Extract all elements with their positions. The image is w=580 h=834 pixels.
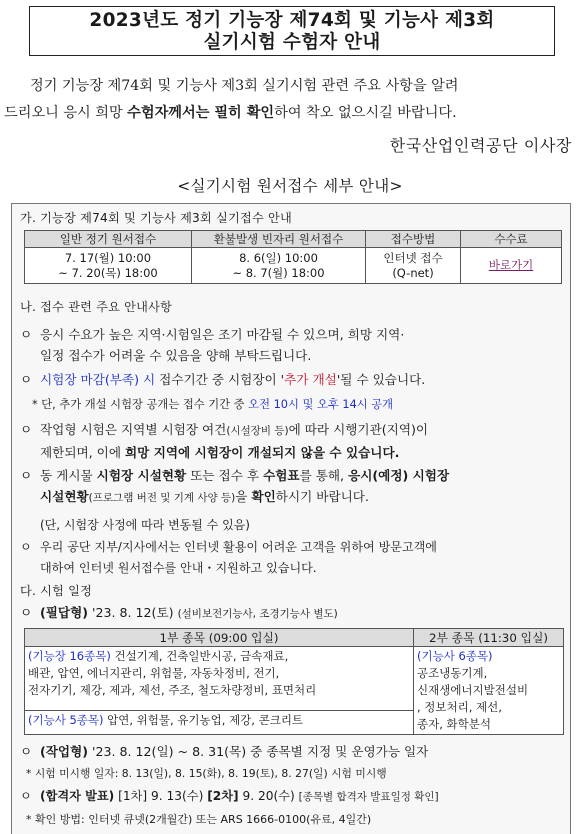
vacancy-start: 8. 6(일) 10:00 [239,250,318,265]
vacancy-end: ~ 8. 7(월) 18:00 [232,265,325,280]
header-method: 접수방법 [366,231,461,248]
intro-emphasis: 수험자께서는 필히 확인 [127,105,275,121]
general-start: 7. 17(월) 10:00 [64,250,152,265]
notice-1 [20,324,404,366]
subjects-text: 전자기기, 제강, 제과, 제선, 주조, 철도차량정비, 표면처리 [28,683,317,697]
intro-paragraph [0,73,580,127]
session1-master [25,647,414,711]
notice-bold: 희망 지역에 시험장이 개설되지 않을 수 있습니다. [125,445,400,460]
notice-text: 동 게시물 [40,468,97,483]
practical-note: * 시험 미시행 일자: 8. 13(일), 8. 15(화), 8. 19(토), 8. 27(일) 시험 미시행 [26,767,387,780]
title-box [29,6,555,56]
notice-text: (단, 시험장 사정에 따라 변동될 수 있음) [40,518,250,532]
general-end: ~ 7. 20(목) 18:00 [58,265,158,280]
result-label: (합격자 발표) [40,789,115,803]
intro-text: 하여 착오 없으시길 바랍니다. [274,105,457,121]
notice-blue: 시험장 마감(부족) 시 [40,372,156,387]
written-date: '23. 8. 12(토) [88,605,178,620]
notice-5 [20,537,437,579]
sec-a-heading: 가. 기능장 제74회 및 기능사 제3회 실기접수 안내 [20,211,292,225]
result-text: [1차] 9. 13(수) [114,789,208,803]
notice-4 [20,465,449,536]
col2-header: 2부 종목 (11:30 입실) [414,629,564,647]
method-qnet: (Q-net) [392,265,434,280]
subjects-text: 공조냉동기계, [417,666,488,680]
note-blue: 오전 10시 및 오후 14시 공개 [248,398,394,411]
result-note: * 확인 방법: 인터넷 큐넷(2개월간) 또는 ARS 1666-0100(유료, 4일간) [26,813,372,826]
practical-exam [20,741,428,762]
bullet-icon: ㅇ [20,422,33,437]
subjects-text: 압연, 위험물, 유기농업, 제강, 콘크리트 [103,712,304,727]
notice-text: 대하여 인터넷 원서접수를 안내・지원하고 있습니다. [40,561,317,575]
bullet-icon: ㅇ [20,744,33,759]
page-title-line1: 2023년도 정기 기능장 제74회 및 기능사 제3회 [89,10,495,31]
subjects-text: 종자, 화학분석 [417,717,491,731]
practical-text: '23. 8. 12(일) ~ 8. 31(목) 중 종목별 지정 및 운영가능 일자 [88,744,429,759]
notice-text: 응시 수요가 높은 지역·시험일은 조기 마감될 수 있으며, 희망 지역· [40,327,405,342]
general-period [25,248,192,284]
subjects-text: , 정보처리, 제선, [417,700,502,714]
result-announcement [20,786,439,808]
section-title: <실기시험 원서접수 세부 안내> [177,177,403,195]
notice-text: 우리 공단 지부/지사에서는 인터넷 활용이 어려운 고객을 위하여 방문고객에 [40,540,437,554]
result-label2: [2차] [207,789,239,803]
bullet-icon: ㅇ [20,540,32,554]
session1-craftsman [25,710,414,734]
notice-text: 접수기간 중 시험장이 ' [155,372,285,387]
practical-label: (작업형) [40,744,89,759]
written-exam [20,602,338,625]
notice-text: 를 통해, [299,468,349,483]
notice-text: 을 [235,489,252,504]
header-vacancy: 환불발생 빈자리 원서접수 [192,231,366,248]
subjects-text: 배관, 압연, 에너지관리, 위험물, 자동차정비, 전기, [28,666,280,680]
notice-text: 에 따라 시행기관(지역)이 [288,422,429,437]
notice-text: 작업형 시험은 지역별 시험장 여건 [40,422,227,437]
subjects-text: 건설기계, 건축일반시공, 금속재료, [110,649,289,663]
notice-2 [20,369,425,390]
method-cell [366,248,461,284]
notice-bold: 시설현황 [40,489,89,504]
application-table [24,230,562,284]
col1-header: 1부 종목 (09:00 입실) [25,629,414,647]
notice-text: 제한되며, 이에 [40,445,126,460]
tag-craftsman: (기능사 6종목) [417,649,493,663]
result-text: 9. 20(수) [238,789,299,803]
intro-line1 [0,73,580,100]
written-label: (필답형) [40,605,89,620]
fee-cell [461,248,562,284]
info-panel [11,203,571,834]
signer: 한국산업인력공단 이사장 [389,136,572,155]
notice-bold: 응시(예정) 시험장 [348,468,450,483]
notice-text: 또는 접수 후 [186,468,264,483]
notice-2-note [32,396,393,412]
header-fee: 수수료 [461,231,562,248]
result-link-text: [종목별 합격자 발표일정 확인] [298,791,439,803]
notice-red: 추가 개설 [284,372,337,387]
session2-craftsman [414,647,564,735]
intro-text: 정기 기능장 제74회 및 기능사 제3회 실기시험 관련 주요 사항을 알려 [30,78,459,94]
header-general: 일반 정기 원서접수 [25,231,192,248]
method-text: 인터넷 접수 [383,250,443,265]
fee-link[interactable]: 바로가기 [488,258,534,272]
bullet-icon: ㅇ [20,372,33,387]
notice-bold: 수험표 [263,468,300,483]
notice-small: (프로그램 버전 및 기계 사양 등) [88,492,236,504]
sec-c-heading: 다. 시험 일정 [20,584,93,598]
notice-text: '될 수 있습니다. [336,372,426,387]
bullet-icon: ㅇ [20,327,33,342]
notice-small: (시설장비 등) [226,425,289,437]
bullet-icon: ㅇ [20,605,33,620]
notice-text: 일정 접수가 어려울 수 있음을 양해 부탁드립니다. [40,348,312,363]
vacancy-period [192,248,366,284]
notice-bold: 시험장 시설현황 [96,468,187,483]
notice-bold: 확인 [251,489,276,504]
bullet-icon: ㅇ [20,468,33,483]
tag-master: (기능장 16종목) [28,649,111,663]
sec-b-heading: 나. 접수 관련 주요 안내사항 [20,300,173,314]
intro-text: 드리오니 응시 희망 [4,105,128,121]
schedule-table [24,628,564,735]
notice-3 [20,419,428,463]
bullet-icon: ㅇ [20,789,32,803]
subjects-text: 신재생에너지발전설비 [417,683,529,697]
notice-text: 하시기 바랍니다. [275,489,369,504]
page-title-line2: 실기시험 수험자 안내 [203,32,381,53]
note-text: * 단, 추가 개설 시험장 공개는 접수 기간 중 [32,398,249,411]
tag-craftsman5: (기능사 5종목) [28,712,104,727]
intro-line2 [0,100,580,127]
written-note: (설비보전기능사, 조경기능사 별도) [177,608,338,620]
